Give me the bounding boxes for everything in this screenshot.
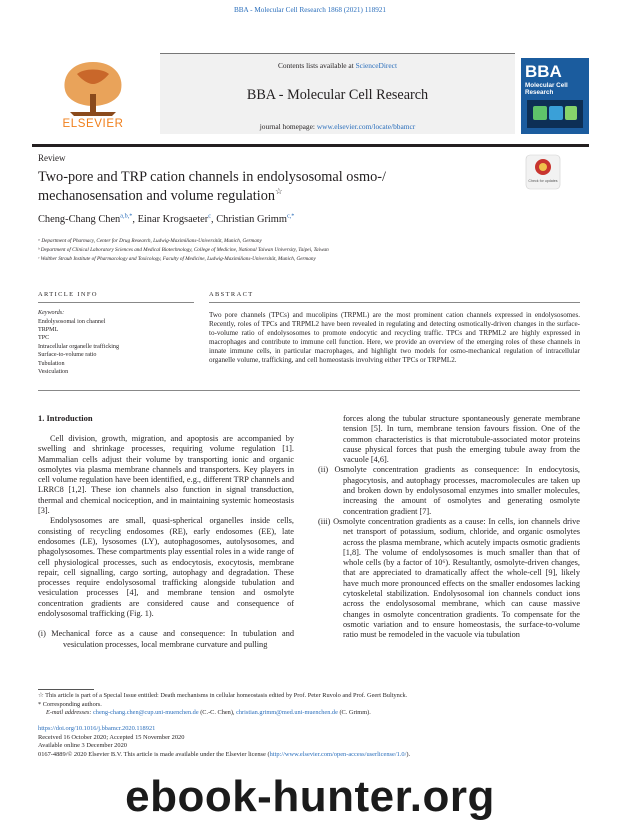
cover-title: BBA — [525, 62, 562, 81]
affiliation-b: ᵇ Department of Clinical Laboratory Sciences and Medical Biotechnology, College of Medicine, National Taiwan University, Taipei, Taiwan — [38, 247, 329, 253]
check-updates-icon — [522, 154, 564, 190]
license-line — [38, 751, 410, 759]
email-owner: (C. Grimm). — [337, 709, 371, 716]
email-link[interactable]: cheng-chang.chen@cup.uni-muenchen.de — [93, 709, 199, 716]
abstract-text: Two pore channels (TPCs) and mucolipins (TRPML) are the most prominent cation channels expressed in endolysosomes. Recently, roles of TPCs and TRPML2 have been revealed in regulating and detecting osmotically-driven changes in the surface-to-volume ratio of endolysosomes to promote endocytic and recycling traffic. TPCs and TRPML2 are highly expressed in macrophages and contribute to immune cell function. Here, we provide an overview of the emerging roles of these channels in innate immune cells, in particular macrophages, and highlight two models for osmo-mechanical regulation of intracellular organelle volume, trafficking, and cell homeostasis involving either TPCs or TRPML2. — [209, 311, 580, 365]
left-column — [38, 434, 294, 650]
elsevier-logo[interactable] — [32, 54, 154, 134]
list-item: (i) Mechanical force as a cause and consequence: In tubulation and vesiculation processes, local membrane curvature and pulling — [38, 629, 294, 649]
keyword: TPC — [38, 335, 50, 342]
email-line — [46, 709, 371, 717]
check-updates-label: Check for updates — [528, 179, 558, 183]
list-item: (iii) Osmolyte concentration gradients as a cause: In cells, ion channels drive net transport of potassium, sodium, chloride, and organic osmolytes across the plasma membrane, which acutely impacts osmotic gradients [1,8]. The volume of endolysosomes is much smaller than that of whole cells (by a factor of 10⁶). Resultantly, osmolyte-driven changes, that are appreciated to dramatically affect the whole-cell [9], likely have much more pronounced effects on the smaller endosomes lacking cytoskeletal stabilization. Endolysosomal ion channels conduct ions across the endolysosomal membrane, which can cause massive changes in osmolyte concentration gradients. To compensate for the osmotic variation and to ensure homeostasis, the surface-to-volume ratio must be remodeled in the vacuole via tubulation — [318, 516, 580, 640]
title-line-2: mechanosensation and volume regulation — [38, 188, 276, 204]
author-name[interactable]: Cheng-Chang Chen — [38, 214, 121, 225]
homepage-line — [160, 122, 515, 131]
author-name[interactable]: Einar Krogsaeter — [137, 214, 209, 225]
email-owner: (C.-C. Chen), — [198, 709, 237, 716]
keyword: Endolysosomal ion channel — [38, 318, 106, 325]
keywords-label: Keywords: — [38, 310, 65, 316]
elsevier-wordmark: ELSEVIER — [62, 118, 124, 130]
author-affil-mark[interactable]: a,b,* — [120, 212, 133, 220]
corresponding-note: * Corresponding authors. — [38, 700, 102, 708]
check-for-updates-button[interactable] — [522, 154, 564, 190]
email-link[interactable]: christian.grimm@med.uni-muenchen.de — [236, 709, 338, 716]
keyword: Intracellular organelle trafficking — [38, 343, 119, 350]
abstract-rule — [209, 302, 580, 303]
author-list: Cheng-Chang Chen$^{a,b,*}$, Einar Krogsaeter$^c$, Christian Grimm$^{c,*}$ — [38, 212, 295, 225]
journal-cover[interactable] — [521, 58, 589, 134]
keyword: Tubulation — [38, 360, 65, 367]
sciencedirect-link[interactable]: ScienceDirect — [355, 61, 398, 70]
footnote-rule — [38, 689, 94, 690]
author-affil-mark[interactable]: c — [208, 212, 212, 220]
journal-title: BBA - Molecular Cell Research — [246, 87, 429, 103]
paragraph: forces along the tubular structure spontaneously generate membrane tension [5]. In turn, membrane tension favours fission. One of the common characteristics is that microtubule-associated motor proteins cause physical forces that push the emerging tubule away from the vacuole [4,6]. — [343, 414, 580, 465]
article-info-heading: ARTICLE INFO — [38, 291, 98, 298]
journal-reference[interactable]: BBA - Molecular Cell Research 1868 (2021) 118921 — [233, 6, 387, 14]
doi-link[interactable]: https://doi.org/10.1016/j.bbamcr.2020.118921 — [38, 725, 156, 732]
email-label: E-mail addresses: — [46, 709, 93, 716]
special-issue-note: ☆ This article is part of a Special Issue entitled: Death mechanisms in cellular homeostasis edited by Prof. Peter Ruvolo and Prof. Geert Bultynck. — [38, 692, 408, 699]
cover-image — [527, 100, 583, 128]
keyword: Vesiculation — [38, 368, 69, 375]
license-suffix: ). — [406, 750, 411, 758]
paragraph: Cell division, growth, migration, and apoptosis are accompanied by swelling and shrinkage processes, requiring volume regulation [1]. Mammalian cells adjust their volume by transporting ionic and organic osmolytes via plasma membrane channels and transporters. Key players in cell volume regulation have been identified, e.g., different TRP channels and LRRC8 [1,2]. These ion channels also function in signal transduction, thermal and chemical nociception, and in maintaining systemic homeostasis [3]. — [38, 434, 294, 516]
watermark-text: ebook-hunter.org — [125, 772, 495, 821]
paragraph: Endolysosomes are small, quasi-spherical organelles inside cells, consisting of recycling endosomes (RE), early endosomes (EE), late endosomes (LE), lysosomes (LY), autophagosomes, autolysosomes, and phagolysosomes. These compartments play essential roles in a wide range of cell physiological processes, such as endocytosis, exocytosis, membrane repair, cell signalling, cargo sorting, autophagy and degradation. These processes require endolysosomal trafficking alongside tubulation and vesiculation processes [4], and membrane tension and osmolyte concentration gradients are considered cause and consequence of endolysosomal trafficking (Fig. 1). — [38, 516, 294, 619]
abstract-heading: ABSTRACT — [209, 291, 254, 298]
received-dates: Received 16 October 2020; Accepted 15 November 2020 — [38, 733, 185, 741]
body-divider-rule — [38, 390, 580, 391]
cover-subtitle: Molecular Cell Research — [525, 82, 568, 96]
affiliation-a: ᵃ Department of Pharmacy, Center for Drug Research, Ludwig-Maximilians-Universität, Munich, Germany — [38, 238, 262, 244]
right-column — [318, 414, 580, 641]
masthead-rule — [160, 53, 515, 54]
keyword: TRPML — [38, 326, 59, 333]
introduction-heading: 1. Introduction — [38, 413, 93, 423]
title-footnote-mark[interactable]: ☆ — [275, 186, 283, 197]
article-type: Review — [38, 153, 66, 163]
article-info-rule — [38, 302, 194, 303]
license-link[interactable]: http://www.elsevier.com/open-access/userlicense/1.0/ — [269, 750, 407, 758]
title-line-1: Two-pore and TRP cation channels in endolysosomal osmo-/ — [38, 169, 387, 185]
available-online: Available online 3 December 2020 — [38, 742, 127, 749]
masthead-bottom-rule — [32, 144, 589, 147]
list-item: (ii) Osmolyte concentration gradients as consequence: In endocytosis, phagocytosis, and autophagy processes, macromolecules are taken up and broken down by endolysosomal enzymes into smaller molecules, increasing the amount of osmolytes and generating osmolyte concentration gradient [7]. — [318, 465, 580, 516]
contents-prefix: Contents lists available at — [277, 61, 356, 70]
author-name[interactable]: Christian Grimm — [216, 214, 287, 225]
affiliation-c: ᶜ Walther Straub Institute of Pharmacology and Toxicology, Faculty of Medicine, Ludwig-Maximilians-Universität, Munich, Germany — [38, 256, 316, 262]
article-title — [38, 168, 508, 206]
keyword: Surface-to-volume ratio — [38, 352, 97, 359]
author-affil-mark[interactable]: c,* — [286, 212, 295, 220]
license-prefix: 0167-4889/© 2020 Elsevier B.V. This article is made available under the Elsevier license ( — [38, 750, 270, 758]
homepage-link[interactable]: www.elsevier.com/locate/bbamcr — [316, 122, 416, 131]
homepage-prefix: journal homepage: — [259, 122, 317, 131]
contents-line — [160, 61, 515, 70]
